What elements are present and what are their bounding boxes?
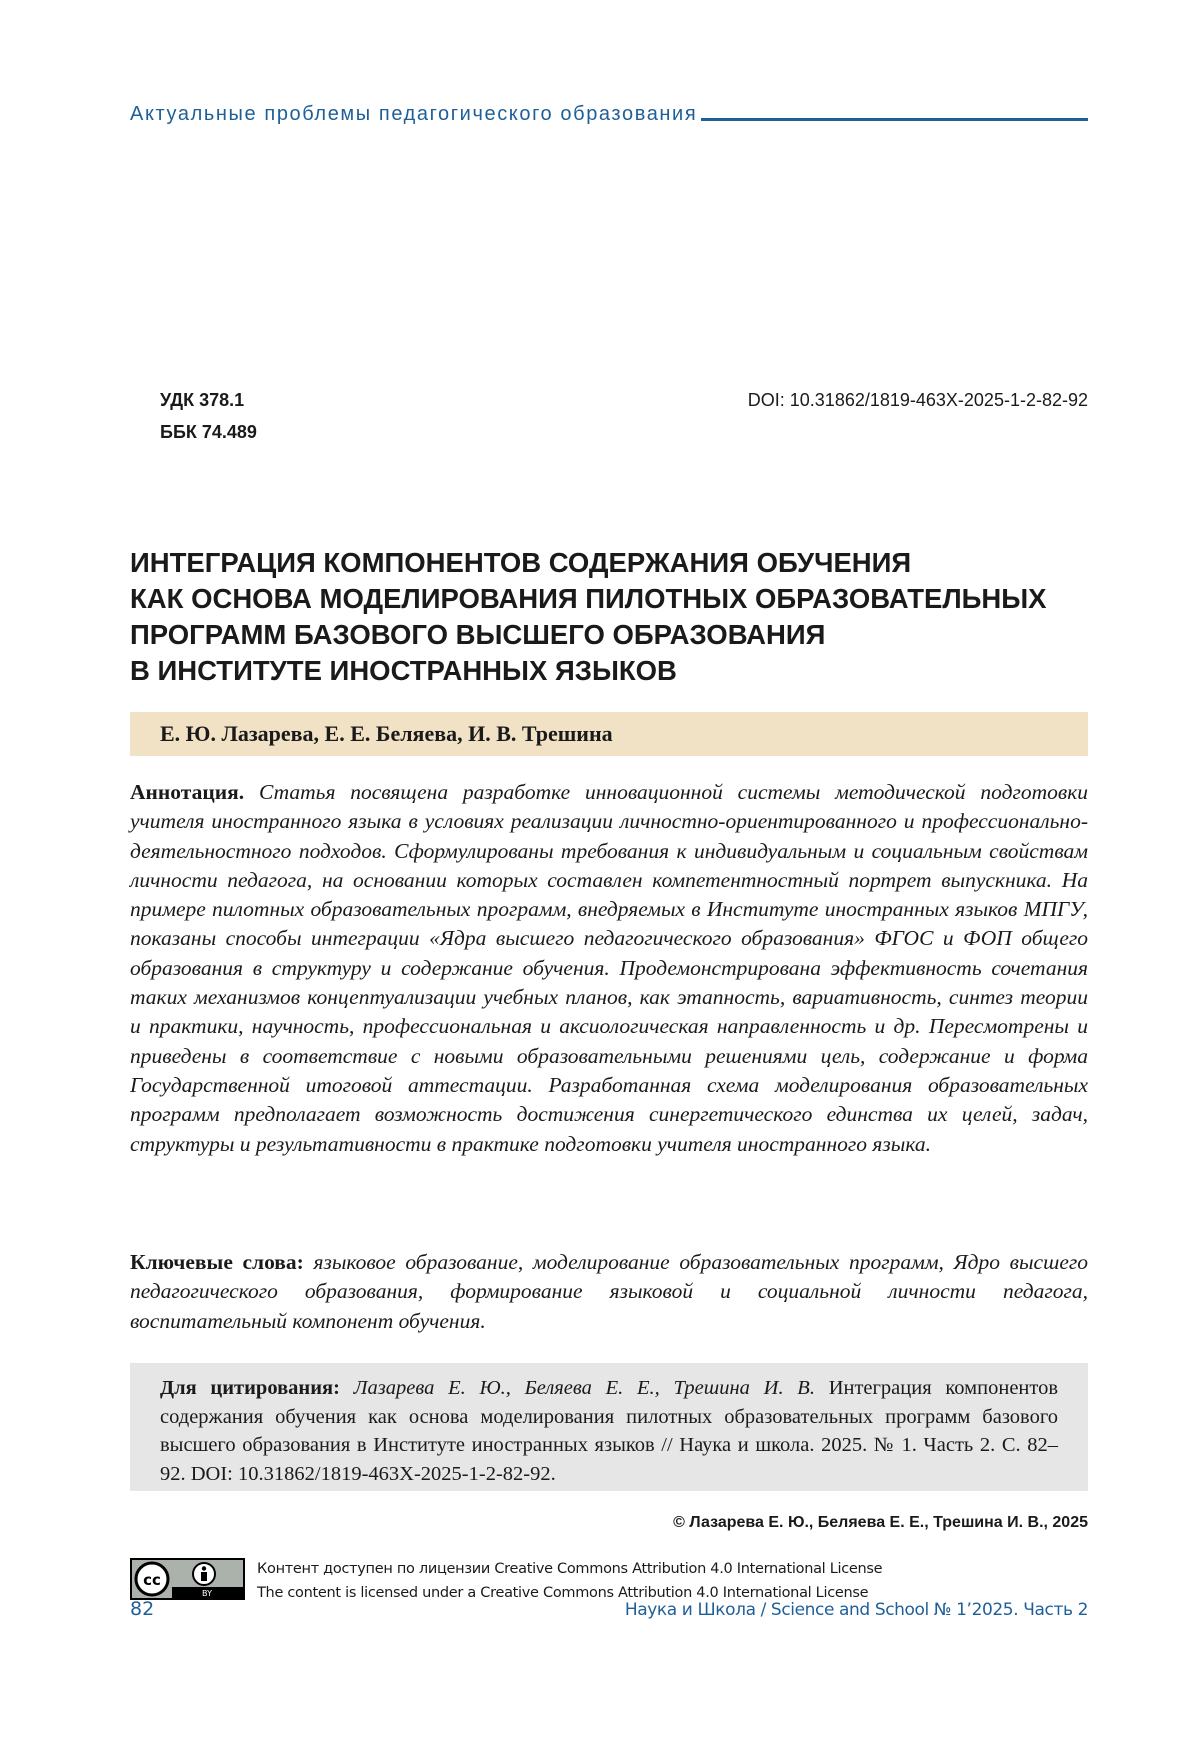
title-line: ИНТЕГРАЦИЯ КОМПОНЕНТОВ СОДЕРЖАНИЯ ОБУЧЕНИЯ — [130, 547, 912, 578]
title-line: КАК ОСНОВА МОДЕЛИРОВАНИЯ ПИЛОТНЫХ ОБРАЗОВАТЕЛЬНЫХ — [130, 583, 1047, 614]
license-text — [257, 1557, 882, 1605]
keywords — [130, 1248, 1088, 1336]
page-number: 82 — [130, 1598, 155, 1620]
cc-logo-icon — [132, 1560, 243, 1598]
abstract-text: Статья посвящена разработке инновационной системы методической подготовки учителя иностранного языка в условиях реализации личностно-ориентированного и профессионально-деятельностного подходов. Сформулированы требования к индивидуальным и социальным свойствам личности педагога, на основании которых составлен компетентностный портрет выпускника. На примере пилотных образовательных программ, внедряемых в Институте иностранных языков МПГУ, показаны способы интеграции «Ядра высшего педагогического образования» ФГОС и ФОП общего образования в структуру и содержание обучения. Продемонстрирована эффективность сочетания таких механизмов концептуализации учебных планов, как этапность, вариативность, синтез теории и практики, научность, профессиональная и аксиологическая направленность и др. Пересмотрены и приведены в соответствие с новыми образовательными решениями цель, содержание и форма Государственной итоговой аттестации. Разработанная схема моделирования образовательных программ предполагает возможность достижения синергетического единства их целей, задач, структуры и результативности в практике подготовки учителя иностранного языка. — [130, 780, 1088, 1156]
udk-code: УДК 378.1 — [160, 390, 245, 410]
cc-by-label: BY — [202, 1589, 212, 1598]
creative-commons-by-badge-icon[interactable] — [130, 1558, 245, 1600]
license-en: The content is licensed under a Creative Commons Attribution 4.0 International License — [257, 1585, 869, 1601]
doi: DOI: 10.31862/1819-463X-2025-1-2-82-92 — [747, 390, 1088, 410]
abstract — [130, 778, 1088, 1159]
svg-text:cc: cc — [143, 1571, 161, 1589]
authors-bar — [130, 712, 1088, 756]
running-header — [130, 100, 1088, 126]
title-line: В ИНСТИТУТЕ ИНОСТРАННЫХ ЯЗЫКОВ — [130, 655, 677, 686]
article-title — [130, 545, 1090, 689]
title-line: ПРОГРАММ БАЗОВОГО ВЫСШЕГО ОБРАЗОВАНИЯ — [130, 619, 826, 650]
citation-label: Для цитирования: — [160, 1377, 340, 1399]
authors: Е. Ю. Лазарева, Е. Е. Беляева, И. В. Трешина — [160, 721, 613, 746]
citation-paragraph — [160, 1374, 1058, 1488]
citation-authors: Лазарева Е. Ю., Беляева Е. Е., Трешина И. В. — [353, 1377, 815, 1399]
keywords-text: языковое образование, моделирование образовательных программ, Ядро высшего педагогического образования, формирование языковой и социальной личности педагога, воспитательный компонент обучения. — [130, 1250, 1089, 1333]
copyright: © Лазарева Е. Ю., Беляева Е. Е., Трешина И. В., 2025 — [673, 1514, 1088, 1531]
license-ru: Контент доступен по лицензии Creative Commons Attribution 4.0 International License — [257, 1561, 883, 1577]
abstract-label: Аннотация. — [130, 780, 245, 804]
citation-box — [130, 1363, 1088, 1491]
keywords-label: Ключевые слова: — [130, 1250, 304, 1274]
header-rule — [701, 118, 1088, 121]
bbk-code: ББК 74.489 — [160, 422, 257, 442]
footer-journal: Наука и Школа / Science and School № 1’2025. Часть 2 — [624, 1600, 1088, 1620]
citation-text: Интеграция компонентов содержания обучения как основа моделирования пилотных образовательных программ базового высшего образования в Институте иностранных языков // Наука и школа. 2025. № 1. Часть 2. С. 82–92. DOI: 10.31862/1819-463X-2025-1-2-82-92. — [160, 1377, 1059, 1485]
journal-section-title: Актуальные проблемы педагогического образования — [130, 103, 698, 125]
